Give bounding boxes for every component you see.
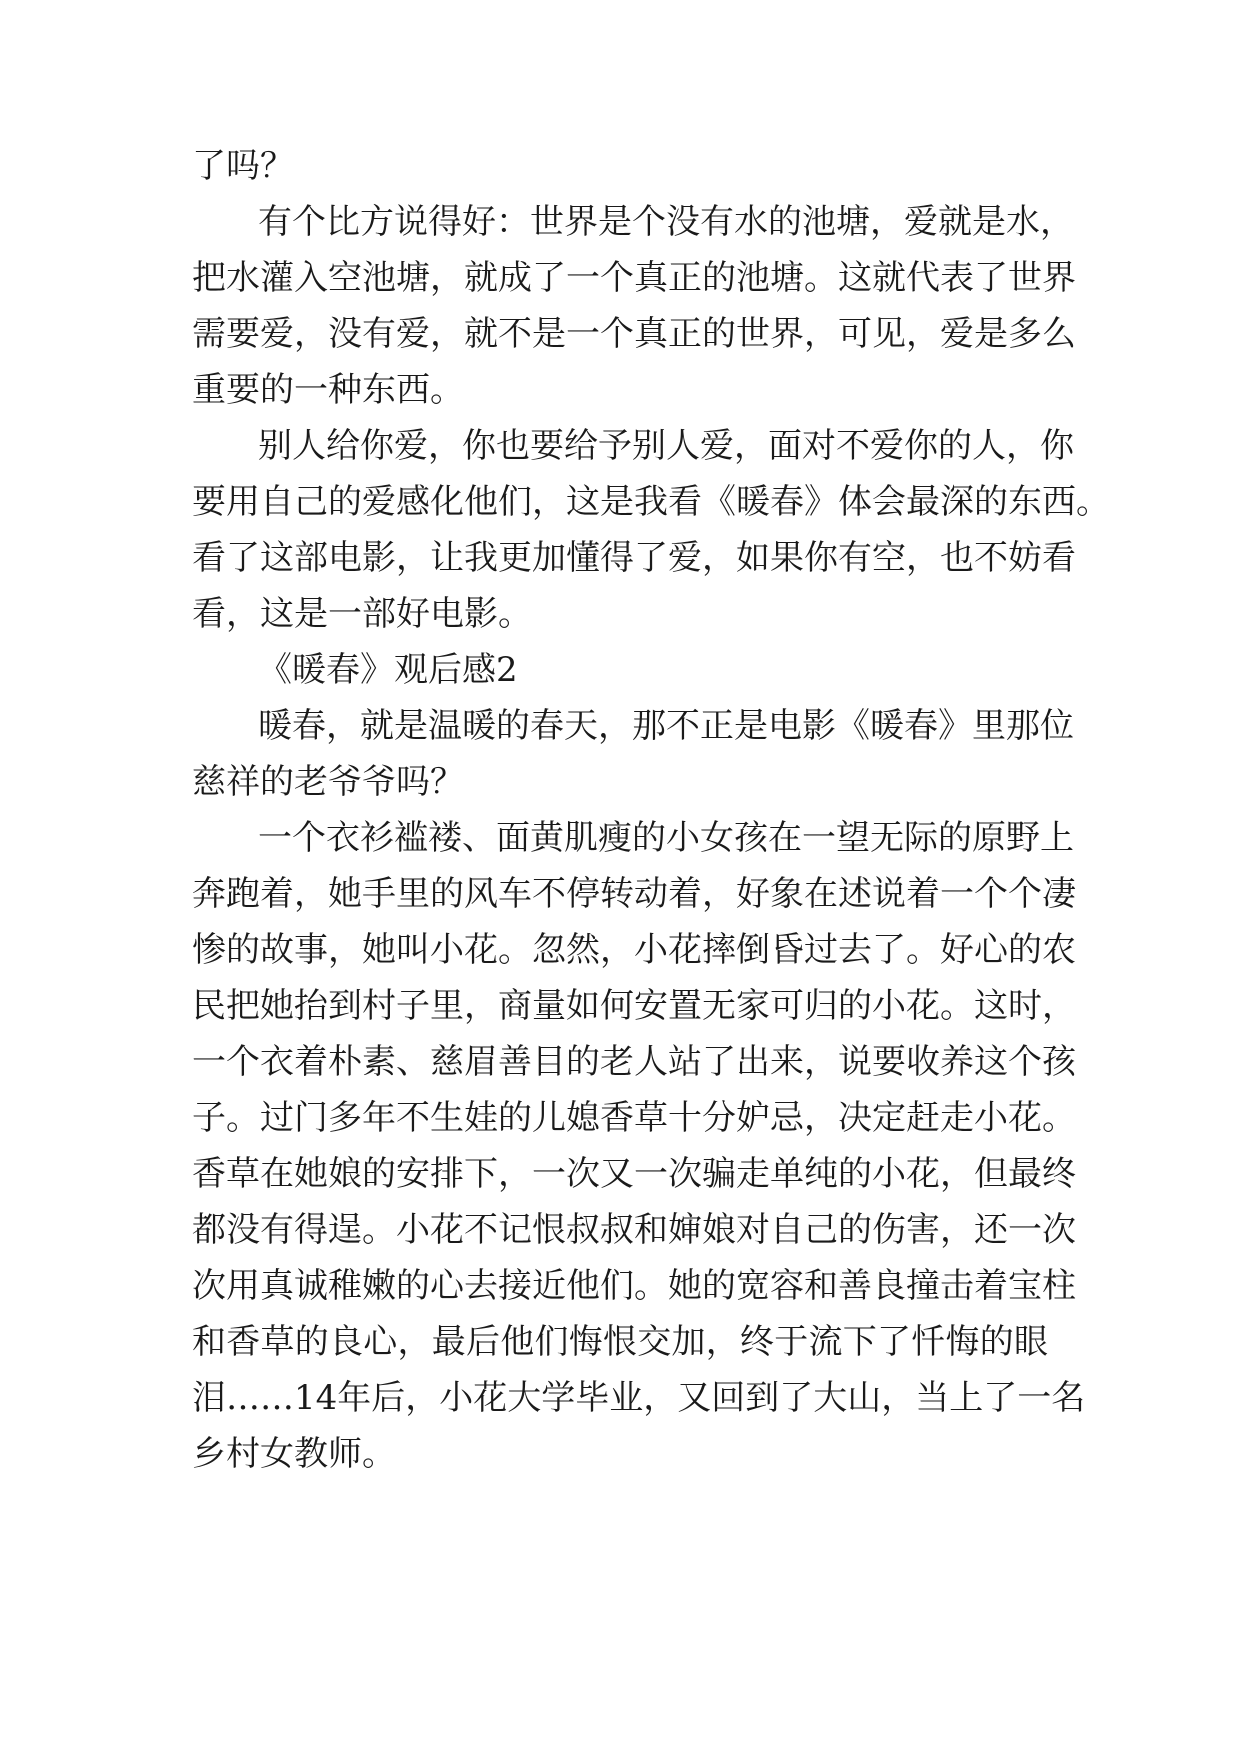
- line-text: 民把她抬到村子里，商量如何安置无家可归的小花。这时，: [192, 986, 1076, 1026]
- heading-text: 《暖春》观后感2: [258, 650, 518, 690]
- line-text: 看了这部电影，让我更加懂得了爱，如果你有空，也不妨看: [192, 538, 1076, 578]
- text-line: [0, 808, 1241, 868]
- text-line: [0, 1144, 1241, 1204]
- text-line: [0, 696, 1241, 756]
- line-text: 次用真诚稚嫩的心去接近他们。她的宽容和善良撞击着宝柱: [192, 1266, 1076, 1306]
- line-text: 有个比方说得好：世界是个没有水的池塘，爱就是水，: [258, 202, 1074, 242]
- section-heading: [0, 640, 1241, 700]
- line-text: 都没有得逞。小花不记恨叔叔和婶娘对自己的伤害，还一次: [192, 1210, 1076, 1250]
- text-line: [0, 360, 1241, 420]
- text-line: [0, 192, 1241, 252]
- text-line: [0, 584, 1241, 644]
- text-line: [0, 1088, 1241, 1148]
- line-text: 乡村女教师。: [192, 1434, 396, 1474]
- text-line: [0, 1256, 1241, 1316]
- text-line: [0, 976, 1241, 1036]
- text-line: [0, 752, 1241, 812]
- line-text: 重要的一种东西。: [192, 370, 464, 410]
- text-line: [0, 1312, 1241, 1372]
- line-text: 了吗？: [192, 146, 294, 186]
- text-line: [0, 528, 1241, 588]
- line-text: 需要爱，没有爱，就不是一个真正的世界，可见，爱是多么: [192, 314, 1076, 354]
- text-line: [0, 136, 1241, 196]
- line-text: 奔跑着，她手里的风车不停转动着，好象在述说着一个个凄: [192, 874, 1076, 914]
- text-line: [0, 416, 1241, 476]
- line-text: 惨的故事，她叫小花。忽然，小花摔倒昏过去了。好心的农: [192, 930, 1076, 970]
- line-text: 一个衣着朴素、慈眉善目的老人站了出来，说要收养这个孩: [192, 1042, 1076, 1082]
- line-text: 把水灌入空池塘，就成了一个真正的池塘。这就代表了世界: [192, 258, 1076, 298]
- line-text: 香草在她娘的安排下，一次又一次骗走单纯的小花，但最终: [192, 1154, 1076, 1194]
- text-line: [0, 1368, 1241, 1428]
- text-line: [0, 1200, 1241, 1260]
- text-line: [0, 472, 1241, 532]
- line-text: 子。过门多年不生娃的儿媳香草十分妒忌，决定赶走小花。: [192, 1098, 1076, 1138]
- line-text: 一个衣衫褴褛、面黄肌瘦的小女孩在一望无际的原野上: [258, 818, 1074, 858]
- text-line: [0, 920, 1241, 980]
- line-text: 看，这是一部好电影。: [192, 594, 532, 634]
- line-text: 慈祥的老爷爷吗？: [192, 762, 464, 802]
- text-line: [0, 1032, 1241, 1092]
- text-line: [0, 864, 1241, 924]
- text-line: [0, 1424, 1241, 1484]
- text-line: [0, 304, 1241, 364]
- text-line: [0, 248, 1241, 308]
- line-text: 暖春，就是温暖的春天，那不正是电影《暖春》里那位: [258, 706, 1074, 746]
- line-text: 和香草的良心，最后他们悔恨交加，终于流下了忏悔的眼: [192, 1322, 1048, 1362]
- line-text: 要用自己的爱感化他们，这是我看《暖春》体会最深的东西。: [192, 482, 1110, 522]
- line-text: 别人给你爱，你也要给予别人爱，面对不爱你的人，你: [258, 426, 1074, 466]
- line-text: 泪……14年后，小花大学毕业，又回到了大山，当上了一名: [192, 1378, 1086, 1418]
